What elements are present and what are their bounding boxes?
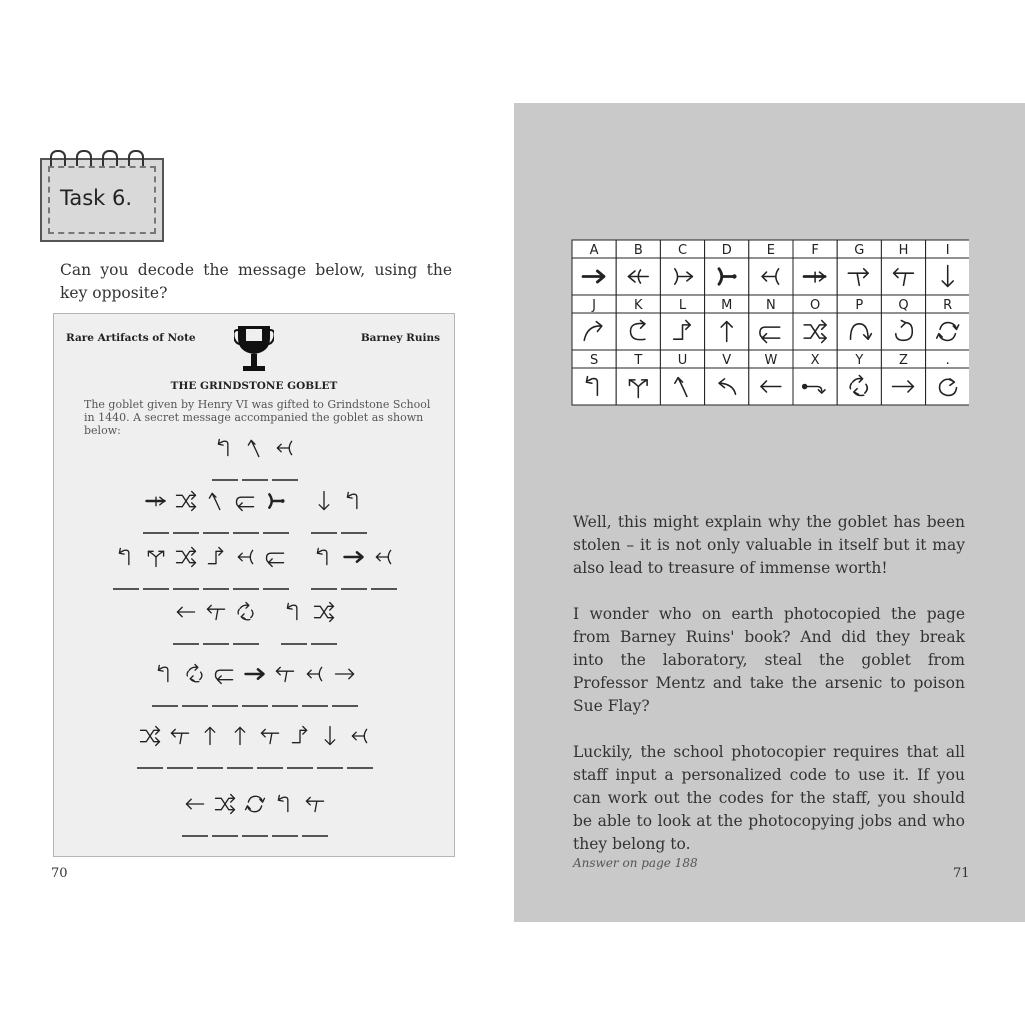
binder-ring-icon bbox=[102, 150, 118, 166]
cipher-glyph-h bbox=[276, 667, 293, 681]
page-number-left: 70 bbox=[51, 866, 68, 881]
cipher-glyph-s bbox=[278, 795, 288, 811]
key-letter: H bbox=[898, 243, 909, 258]
article-title: THE GRINDSTONE GOBLET bbox=[170, 380, 338, 392]
key-letter: F bbox=[811, 243, 819, 258]
key-letter: W bbox=[764, 353, 778, 368]
photocopied-page bbox=[53, 313, 455, 857]
key-letter: K bbox=[634, 298, 643, 313]
key-letter: C bbox=[677, 243, 688, 258]
cipher-glyph-l bbox=[208, 548, 222, 564]
key-letter: Z bbox=[899, 353, 908, 368]
cipher-glyph-e bbox=[352, 729, 366, 742]
cipher-glyph-h bbox=[171, 729, 188, 743]
book-author: Barney Ruins bbox=[360, 332, 440, 344]
cipher-glyph-m bbox=[205, 727, 215, 744]
cipher-glyph-f bbox=[147, 497, 165, 506]
cipher-glyph-o bbox=[315, 603, 334, 622]
cipher-glyph-w bbox=[177, 607, 194, 617]
key-letter: N bbox=[766, 298, 776, 313]
cipher-glyph-u bbox=[248, 440, 258, 456]
key-letter: D bbox=[721, 243, 732, 258]
cipher-glyph-m bbox=[235, 727, 245, 744]
key-glyph-cell bbox=[837, 258, 881, 295]
cipher-glyph-l bbox=[292, 727, 306, 743]
cipher-glyph-h bbox=[207, 605, 224, 619]
key-glyph-cell bbox=[881, 258, 925, 295]
book-title: Rare Artifacts of Note bbox=[66, 332, 196, 344]
cipher-glyph-r bbox=[246, 796, 265, 811]
cipher-glyph-s bbox=[347, 492, 357, 508]
cipher-glyph-s bbox=[119, 548, 129, 564]
binder-ring-icon bbox=[128, 150, 144, 166]
cipher-glyph-n bbox=[216, 670, 233, 683]
key-glyph-cell bbox=[705, 368, 749, 405]
key-letter: A bbox=[589, 243, 599, 258]
key-glyph-cell bbox=[837, 368, 881, 405]
key-glyph-cell bbox=[926, 313, 969, 350]
binder-ring-icon bbox=[76, 150, 92, 166]
key-letter: Y bbox=[855, 353, 864, 368]
paragraph: I wonder who on earth photocopied the page from Barney Ruins' book? And did they break into the laboratory, steal the goblet from Professor Mentz and take the arsenic to poison Sue Flay? bbox=[573, 605, 965, 715]
cipher-glyph-y bbox=[238, 603, 253, 620]
key-letter: . bbox=[945, 353, 950, 368]
key-glyph-cell bbox=[837, 313, 881, 350]
article-description: The goblet given by Henry VI was gifted to Grindstone School in 1440. A secret message accompanied the goblet as shown below: bbox=[84, 398, 431, 437]
key-letter: B bbox=[633, 243, 643, 258]
cipher-glyph-o bbox=[141, 727, 160, 746]
key-letter: X bbox=[810, 353, 820, 368]
cipher-glyph-o bbox=[177, 548, 196, 567]
paragraph: Well, this might explain why the goblet has been stolen – it is not only valuable in itself but it may also lead to treasure of immense worth! bbox=[573, 513, 965, 577]
cipher-glyph-h bbox=[261, 729, 278, 743]
cipher-glyph-o bbox=[177, 492, 196, 511]
cipher-glyph-s bbox=[218, 439, 228, 455]
cipher-glyph-e bbox=[238, 550, 252, 563]
cipher-glyph-e bbox=[277, 441, 291, 454]
key-letter: J bbox=[592, 298, 597, 313]
key-glyph-cell bbox=[749, 313, 793, 350]
key-letter: I bbox=[945, 243, 950, 258]
cipher-glyph-n bbox=[237, 497, 254, 510]
cipher-glyph-i bbox=[325, 727, 335, 745]
cipher-glyph-u bbox=[209, 493, 219, 509]
key-glyph-cell bbox=[616, 313, 660, 350]
cipher-glyph-s bbox=[317, 548, 327, 564]
cipher-glyph-o bbox=[216, 795, 235, 814]
key-letter: G bbox=[854, 243, 865, 258]
paragraph: Luckily, the school photocopier requires that all staff input a personalized code to use it. If you can work out the codes for the staff, you should be able to look at the photocopying jobs and who they belong to. bbox=[573, 743, 965, 853]
cipher-glyph-a bbox=[246, 669, 264, 679]
task-card bbox=[40, 158, 164, 242]
cipher-glyph-w bbox=[186, 799, 203, 809]
key-letter: T bbox=[634, 353, 643, 368]
cipher-glyph-i bbox=[319, 492, 329, 510]
key-letter: M bbox=[721, 298, 733, 313]
cipher-glyph-a bbox=[345, 552, 363, 562]
cipher-message bbox=[54, 314, 456, 858]
key-letter: V bbox=[722, 353, 732, 368]
cipher-glyph-z bbox=[336, 669, 354, 679]
cipher-glyph-e bbox=[376, 550, 390, 563]
key-glyph-cell bbox=[572, 368, 616, 405]
cipher-glyph-e bbox=[307, 667, 321, 680]
key-letter: E bbox=[766, 243, 776, 258]
answer-note: Answer on page 188 bbox=[573, 856, 698, 870]
key-glyph-cell bbox=[881, 313, 925, 350]
key-glyph-cell bbox=[572, 313, 616, 350]
cipher-glyph-n bbox=[267, 553, 284, 566]
cipher-glyph-t bbox=[148, 551, 163, 566]
body-text bbox=[573, 511, 965, 879]
cipher-glyph-h bbox=[306, 797, 323, 811]
key-letter: O bbox=[809, 298, 821, 313]
page-number-right: 71 bbox=[953, 866, 970, 881]
key-letter: R bbox=[943, 298, 953, 313]
cipher-glyph-s bbox=[287, 603, 297, 619]
key-letter: P bbox=[855, 298, 864, 313]
task-label: Task 6. bbox=[60, 186, 133, 210]
key-letter: S bbox=[589, 353, 599, 368]
binder-ring-icon bbox=[50, 150, 66, 166]
cipher-key-table bbox=[571, 239, 969, 451]
cipher-glyph-d bbox=[269, 494, 284, 507]
key-letter: Q bbox=[898, 298, 909, 313]
key-letter: U bbox=[677, 353, 688, 368]
key-letter: L bbox=[678, 298, 687, 313]
cipher-glyph-s bbox=[158, 665, 168, 681]
cipher-glyph-y bbox=[187, 665, 202, 682]
intro-text: Can you decode the message below, using the key opposite? bbox=[60, 261, 452, 302]
key-glyph-cell bbox=[926, 368, 969, 405]
